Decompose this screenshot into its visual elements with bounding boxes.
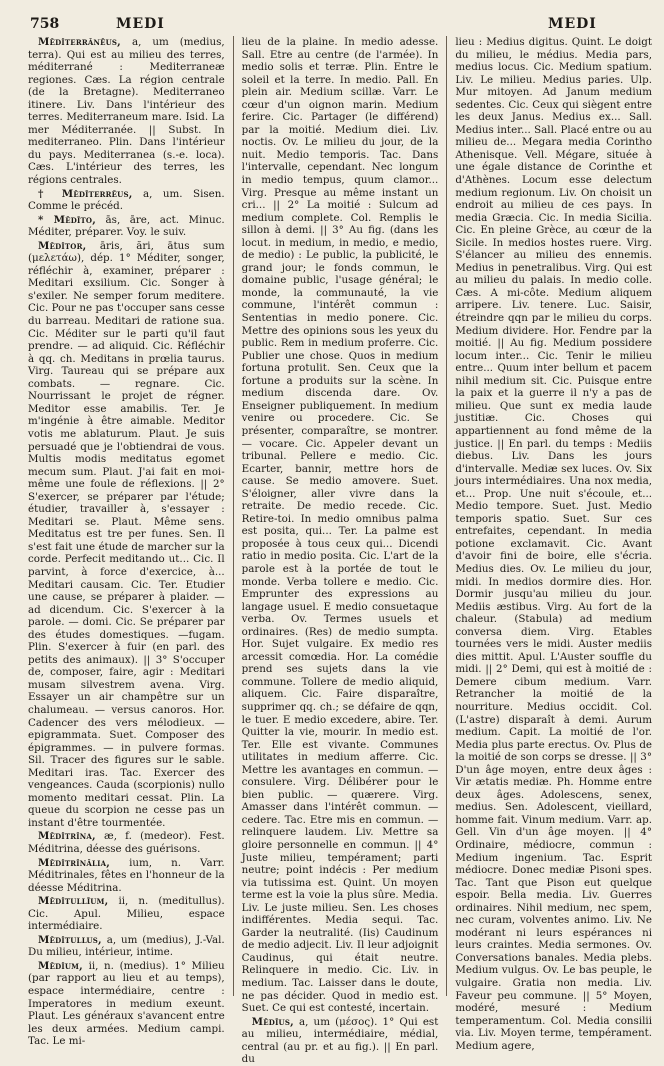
left-running-headword: MEDI — [116, 16, 165, 32]
entry-text: āris, ări, ātus sum (μελετάω), dép. 1° Méditer, songer, réfléchir à, examiner, préparer : Meditari exsilium. Cic. Songer à s'exiler. Ne semper forum meditere. Cic. Pour ne pas t'occuper sans cesse du barreau. Meditari de ratione sua. Cic. Méditer sur le parti qu'il faut prendre. — ad aliquid. Cic. Réfléchir à qq. ch. Meditans in prœlia taurus. Virg. Taureau qui se prépare aux combats. — regnare. Cic. Nourrissant le projet de régner. Meditor esse amabilis. Ter. Je m'ingénie à être aimable. Meditor votis me ablaturum. Plaut. Je suis persuadé que je l'obtiendrai de vous. Multis modis meditatus egomet mecum sum. Plaut. J'ai fait en moi-même une foule de réflexions. || 2° S'exercer, se préparer par l'étude; étudier, travailler à, s'essayer : Meditari se. Plaut. Même sens. Meditatus est tre per funes. Sen. Il s'est fait une étude de marcher sur la corde. Perfecit meditando ut... Cic. Il parvint, à force d'exercice, à... Meditari causam. Cic. Ter. Etudier une cause, se préparer à plaider. — ad dicendum. Cic. S'exercer à la parole. — domi. Cic. Se préparer par des études domestiques. —fugam. Plin. S'exercer à fuir (en parl. des petits des animaux). || 3° S'occuper de, composer, faire, agir : Meditari musam silvestrem avena. Virg. Essayer un air champêtre sur un chalumeau. — versus canoros. Hor. Cadencer des vers mélodieux. —epigrammata. Suet. Composer des épigrammes. — in pulvere formas. Sil. Tracer des figures sur le sable. Meditari iras. Tac. Exercer des vengeances. Cauda (scorpionis) nullo momento meditari cessat. Plin. La queue du scorpion ne cesse pas un instant d'être tourmentée. — [28, 239, 225, 829]
entry-text: a, um (medius, terra). Qui est au milieu des terres, méditerrané : Mediterraneæ regiones. Cæs. La région centrale (de la Bretagne). Mediterraneo itinere. Liv. Dans l'intérieur des terres. Mediterraneum mare. Isid. La mer Méditerranée. || Subst. In mediterraneo. Plin. Dans l'intérieur du pays. Mediterranea (s.-e. loca). Cæs. L'intérieur des terres, les régions centrales. — [28, 36, 225, 187]
dictionary-entry — [28, 895, 225, 933]
entry-lemma: Mēdĭtor, — [38, 239, 87, 252]
entry-lemma: Mēdĭtrīnālia, — [38, 856, 111, 869]
dictionary-entry — [28, 188, 225, 213]
dictionary-entry — [242, 1016, 439, 1066]
entry-lemma: Mēdĭum, — [38, 959, 83, 972]
entry-text: ium, n. Varr. Méditrinales, fêtes en l'honneur de la déesse Méditrina. — [28, 856, 225, 894]
dictionary-entry — [28, 960, 225, 1048]
dictionary-entry — [28, 857, 225, 895]
dictionary-entry — [28, 214, 225, 239]
column-left — [28, 36, 225, 1048]
dictionary-entry — [28, 830, 225, 855]
entry-lemma: * Mēdĭto, — [38, 213, 96, 226]
entry-text: ii, n. (medius). 1° Milieu (par rapport au lieu et au temps), espace intermédiaire, centre : Imperatores in medium exeunt. Plaut. Les généraux s'avancent entre les deux armées. Medium campi. Tac. Le mi- — [28, 959, 225, 1048]
page-header — [28, 14, 652, 36]
column-rule — [233, 36, 234, 996]
entry-text: a, um. Sisen. Comme le précéd. — [28, 187, 225, 213]
entry-lemma: † Mēdĭterrĕus, — [38, 187, 133, 200]
column-rule — [446, 36, 447, 996]
dictionary-entry — [28, 240, 225, 830]
entry-continuation: lieu : Medius digitus. Quint. Le doigt du milieu, le médius. Media pars, medius locus. Cic. Medium spatium. Liv. Le milieu. Medius paries. Ulp. Mur mitoyen. Ad Janum medium sedentes. Cic. Ceux qui siègent entre les deux Janus. Medius ex... Sall. Medius inter... Sall. Placé entre ou au milieu de... Megara media Corintho Athenisque. Vell. Mégare, située à une égale distance de Corinthe et d'Athènes. Locum esse delectum medium regionum. Liv. On choisit un endroit au milieu de ces pays. In media Græcia. Cic. In media Sicilia. Cic. En pleine Grèce, au cœur de la Sicile. In medios hostes ruere. Virg. S'élancer au milieu des ennemis. Medius in penetralibus. Virg. Qui est au milieu du palais. In medio colle. Cæs. A mi-côte. Medium aliquem arripere. Liv. tenere. Luc. Saisir, étreindre qqn par le milieu du corps. Medium dividere. Hor. Fendre par la moitié. || Au fig. Medium possidere locum inter... Cic. Tenir le milieu entre... Quum inter bellum et pacem nihil medium sit. Cic. Puisque entre la paix et la guerre il n'y a pas de milieu. Que sunt ex media laude justitiæ. Cic. Choses qui appartiennent au fond même de la justice. || En parl. du temps : Mediis diebus. Liv. Dans les jours d'intervalle. Mediæ sex luces. Ov. Six jours intermédiaires. Una nox media, et... Prop. Une nuit s'écoule, et... Medio tempore. Suet. Just. Medio temporis spatio. Suet. Sur ces entrefaites, cependant. In media potione exclamavit. Cic. Avant d'avoir fini de boire, elle s'écria. Medius dies. Ov. Le milieu du jour, midi. In medios dormire dies. Hor. Dormir jusqu'au milieu du jour. Mediis æstibus. Virg. Au fort de la chaleur. (Stabula) ad medium conversa diem. Virg. Etables tournées vers le midi. Auster mediis dies mittit. Apul. L'Auster souffle du midi. || 2° Demi, qui est à moitié de : Demere cibum medium. Varr. Retrancher la moitié de la nourriture. Medius occidit. Col. (L'astre) disparaît à demi. Aurum medium. Capit. La moitié de l'or. Media plus parte erectus. Ov. Plus de la moitié de son corps se dresse. || 3° D'un âge moyen, entre deux âges : Vir ætatis mediæ. Ph. Homme entre deux âges. Adolescens, senex, medius. Sen. Adolescent, vieillard, homme fait. Vinum medium. Varr. ap. Gell. Vin d'un âge moyen. || 4° Ordinaire, médiocre, commun : Medium ingenium. Tac. Esprit médiocre. Donec mediæ Pisoni spes. Tac. Tant que Pison eut quelque espoir. Bella media. Liv. Guerres ordinaires. Nihil medium, nec spem, nec curam, volventes animo. Liv. Ne modérant ni leurs espérances ni leurs craintes. Media sermones. Ov. Conversations banales. Media plebs. Medium vulgus. Ov. Le bas peuple, le vulgaire. Gratia non media. Liv. Faveur peu commune. || 5° Moyen, modéré, mesuré : Medium temperamentum. Col. Media consilii via. Liv. Moyen terme, tempérament. Medium agere, — [455, 36, 653, 1052]
entry-lemma: Mēdĭtullus, — [38, 933, 102, 946]
column-right — [455, 36, 653, 1052]
entry-lemma: Mēdĭterrānĕus, — [38, 36, 121, 48]
entry-continuation: lieu de la plaine. In medio adesse. Sall. Etre au centre (de l'armée). In medio solis et terræ. Plin. Entre le soleil et la terre. In medio. Pall. En plein air. Medium scillæ. Varr. Le cœur d'un oignon marin. Medium ferire. Cic. Partager (le différend) par la moitié. Medium diei. Liv. noctis. Ov. Le milieu du jour, de la nuit. Medio temporis. Tac. Dans l'intervalle, cependant. Nec longum in medio tempus, quum clamor... Virg. Presque au même instant un cri... || 2° La moitié : Sulcum ad medium complete. Col. Remplis le sillon à demi. || 3° Au fig. (dans les locut. in medium, in medio, e medio, de medio) : Le public, la publicité, le grand jour; le fonds commun, le domaine public, l'usage général; le monde, la communauté, la vie commune, l'intérêt commun : Sententias in medio ponere. Cic. Mettre des opinions sous les yeux du public. Rem in medium proferre. Cic. Publier une chose. Quos in medium fortuna protulit. Sen. Ceux que la fortune a produits sur la scène. In medium discenda dare. Ov. Enseigner publiquement. In medium venire ou procedere. Cic. Se présenter, comparaître, se montrer. — vocare. Cic. Appeler devant un tribunal. Pellere e medio. Cic. Ecarter, bannir, mettre hors de cause. Se medio amovere. Suet. S'éloigner, aller vivre dans la retraite. De medio recede. Cic. Retire-toi. In medio omnibus palma est posita, qui... Ter. La palme est proposée à tous ceux qui... Dicendi ratio in medio posita. Cic. L'art de la parole est à la portée de tout le monde. Verba tollere e medio. Cic. Emprunter des expressions au langage usuel. E medio consuetaque verba. Ov. Termes usuels et ordinaires. (Res) de medio sumpta. Hor. Sujet vulgaire. Ex medio res arcessit comœdia. Hor. La comédie prend ses sujets dans la vie commune. Tollere de medio aliquid, aliquem. Cic. Faire disparaître, supprimer qq. ch.; se défaire de qqn, le tuer. E medio excedere, abire. Ter. Quitter la vie, mourir. In medio est. Ter. Elle est vivante. Communes utilitates in medium afferre. Cic. Mettre les avantages en commun. — consulere. Virg. Délibérer pour le bien public. — quærere. Virg. Amasser dans l'intérêt commun. — cedere. Tac. Etre mis en commun. — relinquere laudem. Liv. Mettre sa gloire personnelle en commun. || 4° Juste milieu, tempérament; parti neutre; point indécis : Per medium via tutissima est. Quint. Un moyen terme est la voie la plus sûre. Media. Liv. Le juste milieu. Sen. Les choses indifférentes. Media sequi. Tac. Garder la neutralité. (Iis) Caudinum de medio adjecit. Liv. Il leur adjoignit Caudinus, qui était neutre. Relinquere in medio. Cic. Liv. in medium. Tac. Laisser dans le doute, ne pas décider. Quod in medio est. Suet. Ce qui est contesté, incertain. — [241, 36, 439, 1015]
entry-lemma: Mēdĭtullĭum, — [38, 895, 109, 908]
text-columns — [28, 36, 653, 1066]
dictionary-entry — [28, 934, 225, 959]
entry-text: æ, f. (medeor). Fest. Méditrina, déesse des guérisons. — [28, 830, 225, 855]
entry-lemma: Mēdĭtrīna, — [38, 830, 96, 843]
entry-text: ii, n. (meditullus). Cic. Apul. Milieu, espace intermédiaire. — [28, 895, 225, 933]
entry-text: a, um (μέσος). 1° Qui est au milieu, intermédiaire, médial, central (au pr. et au fig.). || En parl. du — [241, 1015, 439, 1066]
page-number: 758 — [30, 16, 60, 32]
entry-text: ās, āre, act. Minuc. Méditer, préparer. Voy. le suiv. — [28, 213, 225, 239]
right-running-headword: MEDI — [548, 16, 597, 32]
entry-lemma: Mĕdĭus, — [251, 1015, 294, 1028]
dictionary-entry — [28, 36, 225, 187]
column-middle — [241, 36, 439, 1066]
entry-text: a, um (medius), J.-Val. Du milieu, intérieur, intime. — [28, 933, 225, 959]
